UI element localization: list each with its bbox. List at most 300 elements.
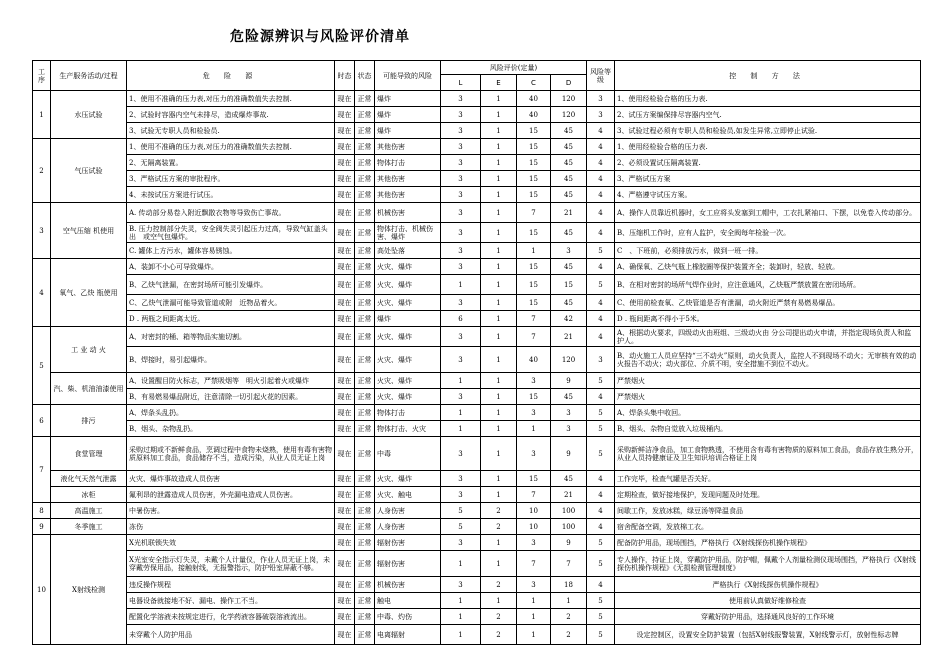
l-value-cell: 3 <box>441 437 481 471</box>
header-evaluation: 风险评价(定量) <box>441 61 587 75</box>
risk-cell: 其他伤害 <box>375 187 441 203</box>
d-value-cell: 2 <box>551 609 587 625</box>
hazard-cell: B. 压力控制部分失灵，安全阀失灵引起压力过高，导致气缸盖头出 或空气包爆炸。 <box>127 223 335 243</box>
tense-cell: 现在 <box>335 155 355 171</box>
hazard-cell: 氟利昂的泄露造成人员伤害，外壳漏电造成人员伤害。 <box>127 487 335 503</box>
d-value-cell: 45 <box>551 171 587 187</box>
c-value-cell: 15 <box>517 259 551 275</box>
c-value-cell: 40 <box>517 107 551 123</box>
e-value-cell: 1 <box>481 187 517 203</box>
hazard-cell: B、焊接时，易引起爆炸。 <box>127 347 335 373</box>
level-cell: 4 <box>587 487 615 503</box>
risk-cell: 机械伤害 <box>375 577 441 593</box>
state-cell: 正常 <box>355 373 375 389</box>
c-value-cell: 15 <box>517 471 551 487</box>
hazard-cell: B、有易燃易爆品附近，注意清除一切引起火花的因素。 <box>127 389 335 405</box>
activity-cell: X射线检测 <box>51 535 127 645</box>
c-value-cell: 40 <box>517 91 551 107</box>
c-value-cell: 1 <box>517 625 551 645</box>
tense-cell: 现在 <box>335 437 355 471</box>
c-value-cell: 15 <box>517 389 551 405</box>
level-cell: 3 <box>587 107 615 123</box>
control-cell: 1、使用经检验合格的压力表. <box>615 139 921 155</box>
l-value-cell: 3 <box>441 487 481 503</box>
risk-cell: 中毒、灼伤 <box>375 609 441 625</box>
seq-cell: 6 <box>33 405 51 437</box>
hazard-cell: D . 两瓶之间距离太近。 <box>127 311 335 327</box>
e-value-cell: 2 <box>481 577 517 593</box>
c-value-cell: 15 <box>517 171 551 187</box>
tense-cell: 现在 <box>335 171 355 187</box>
l-value-cell: 3 <box>441 471 481 487</box>
control-cell: 间歇工作，发放冰糕，绿豆汤等降温食品 <box>615 503 921 519</box>
risk-cell: 高处坠落 <box>375 243 441 259</box>
hazard-cell: A、焊条头乱扔。 <box>127 405 335 421</box>
d-value-cell: 21 <box>551 203 587 223</box>
state-cell: 正常 <box>355 609 375 625</box>
hazard-cell: C. 罐体上方污水，罐体容易锈蚀。 <box>127 243 335 259</box>
hazard-cell: 中暑伤害。 <box>127 503 335 519</box>
state-cell: 正常 <box>355 223 375 243</box>
risk-cell: 辐射伤害 <box>375 535 441 551</box>
seq-cell: 7 <box>33 437 51 503</box>
seq-cell: 2 <box>33 139 51 203</box>
level-cell: 4 <box>587 187 615 203</box>
level-cell: 5 <box>587 593 615 609</box>
control-cell: 4、严格遵守试压方案。 <box>615 187 921 203</box>
activity-cell: 空气压缩 机使用 <box>51 203 127 259</box>
control-cell: 穿戴好防护用品，选择通风良好的工作环境 <box>615 609 921 625</box>
c-value-cell: 7 <box>517 551 551 577</box>
state-cell: 正常 <box>355 311 375 327</box>
table-row <box>33 535 921 551</box>
header-D: D <box>551 75 587 91</box>
table-row <box>33 187 921 203</box>
table-row <box>33 243 921 259</box>
l-value-cell: 3 <box>441 223 481 243</box>
l-value-cell: 1 <box>441 405 481 421</box>
level-cell: 5 <box>587 437 615 471</box>
table-row <box>33 155 921 171</box>
l-value-cell: 3 <box>441 535 481 551</box>
table-row <box>33 625 921 645</box>
e-value-cell: 2 <box>481 503 517 519</box>
tense-cell: 现在 <box>335 259 355 275</box>
state-cell: 正常 <box>355 275 375 295</box>
e-value-cell: 1 <box>481 347 517 373</box>
control-cell: 严禁烟火 <box>615 373 921 389</box>
table-row <box>33 223 921 243</box>
e-value-cell: 1 <box>481 487 517 503</box>
e-value-cell: 1 <box>481 405 517 421</box>
l-value-cell: 5 <box>441 519 481 535</box>
d-value-cell: 9 <box>551 373 587 389</box>
tense-cell: 现在 <box>335 223 355 243</box>
risk-cell: 爆炸 <box>375 91 441 107</box>
e-value-cell: 1 <box>481 373 517 389</box>
c-value-cell: 3 <box>517 373 551 389</box>
table-row <box>33 471 921 487</box>
control-cell: B、在相对密封的场所气焊作业时，应注意通风，乙炔瓶严禁放置在密闭场所。 <box>615 275 921 295</box>
d-value-cell: 45 <box>551 139 587 155</box>
d-value-cell: 1 <box>551 593 587 609</box>
e-value-cell: 1 <box>481 311 517 327</box>
d-value-cell: 9 <box>551 535 587 551</box>
tense-cell: 现在 <box>335 275 355 295</box>
table-row <box>33 327 921 347</box>
control-cell: D . 瓶间距离不得小于5米。 <box>615 311 921 327</box>
e-value-cell: 1 <box>481 437 517 471</box>
e-value-cell: 1 <box>481 243 517 259</box>
hazard-cell: B、烟头、杂物乱扔。 <box>127 421 335 437</box>
state-cell: 正常 <box>355 421 375 437</box>
table-row <box>33 91 921 107</box>
level-cell: 5 <box>587 625 615 645</box>
l-value-cell: 5 <box>441 503 481 519</box>
table-row <box>33 577 921 593</box>
level-cell: 4 <box>587 171 615 187</box>
hazard-cell: C、乙炔气泄漏可能导致管道或附 近物品着火。 <box>127 295 335 311</box>
level-cell: 4 <box>587 223 615 243</box>
l-value-cell: 3 <box>441 203 481 223</box>
level-cell: 5 <box>587 405 615 421</box>
c-value-cell: 1 <box>517 593 551 609</box>
risk-cell: 其他伤害 <box>375 171 441 187</box>
header-tense: 时态 <box>335 61 355 91</box>
hazard-cell: 4、未按试压方案进行试压。 <box>127 187 335 203</box>
control-cell: 配备防护用品，现场围挡，严格执行《X射线探伤机操作规程》 <box>615 535 921 551</box>
state-cell: 正常 <box>355 487 375 503</box>
risk-cell: 爆炸 <box>375 311 441 327</box>
seq-cell: 1 <box>33 91 51 139</box>
table-row <box>33 551 921 577</box>
risk-cell: 机械伤害 <box>375 203 441 223</box>
risk-cell: 触电 <box>375 593 441 609</box>
level-cell: 4 <box>587 389 615 405</box>
state-cell: 正常 <box>355 437 375 471</box>
c-value-cell: 1 <box>517 243 551 259</box>
risk-cell: 火灾、触电 <box>375 487 441 503</box>
tense-cell: 现在 <box>335 311 355 327</box>
hazard-cell: A. 传动部分易卷入附近飘散衣物等导致伤亡事故。 <box>127 203 335 223</box>
hazard-cell: 3、试验无专职人员和检验员. <box>127 123 335 139</box>
e-value-cell: 1 <box>481 91 517 107</box>
hazard-cell: B、乙炔气泄漏，在密封场所可能引发爆炸。 <box>127 275 335 295</box>
control-cell: 采购新鲜洁净食品，加工食物熟透，不使用含有毒有害物质的原料加工食品，食品存放生熟分开，从业人员持健康证及卫生知识培训合格证上岗 <box>615 437 921 471</box>
header-activity: 生产服务活动/过程 <box>51 61 127 91</box>
control-cell: 1、使用经检验合格的压力表. <box>615 91 921 107</box>
header-control: 控 制 方 法 <box>615 61 921 91</box>
risk-cell: 中毒 <box>375 437 441 471</box>
level-cell: 4 <box>587 471 615 487</box>
risk-cell: 物体打击 <box>375 405 441 421</box>
state-cell: 正常 <box>355 107 375 123</box>
table-row <box>33 203 921 223</box>
control-cell: 2、必须设置试压隔离装置. <box>615 155 921 171</box>
risk-cell: 物体打击、火灾 <box>375 421 441 437</box>
d-value-cell: 45 <box>551 471 587 487</box>
state-cell: 正常 <box>355 471 375 487</box>
hazard-cell: 2、无隔离装置。 <box>127 155 335 171</box>
e-value-cell: 1 <box>481 203 517 223</box>
tense-cell: 现在 <box>335 503 355 519</box>
d-value-cell: 120 <box>551 347 587 373</box>
c-value-cell: 3 <box>517 405 551 421</box>
level-cell: 4 <box>587 139 615 155</box>
header-seq: 工序 <box>33 61 51 91</box>
c-value-cell: 7 <box>517 487 551 503</box>
state-cell: 正常 <box>355 171 375 187</box>
state-cell: 正常 <box>355 91 375 107</box>
level-cell: 4 <box>587 259 615 275</box>
d-value-cell: 2 <box>551 625 587 645</box>
control-cell: C 、下班前，必须排放污水，做到一班一排。 <box>615 243 921 259</box>
level-cell: 5 <box>587 275 615 295</box>
e-value-cell: 1 <box>481 223 517 243</box>
tense-cell: 现在 <box>335 389 355 405</box>
level-cell: 4 <box>587 123 615 139</box>
tense-cell: 现在 <box>335 187 355 203</box>
control-cell: 专人操作，持证上岗，穿戴防护用品，防护帽，佩戴个人剂量检测仪现场围挡，严格执行《X射线探伤机操作规程》《无损检测管理制度》 <box>615 551 921 577</box>
tense-cell: 现在 <box>335 327 355 347</box>
table-row <box>33 373 921 389</box>
activity-cell: 冰柜 <box>51 487 127 503</box>
e-value-cell: 1 <box>481 327 517 347</box>
state-cell: 正常 <box>355 551 375 577</box>
tense-cell: 现在 <box>335 471 355 487</box>
l-value-cell: 3 <box>441 107 481 123</box>
table-row <box>33 259 921 275</box>
tense-cell: 现在 <box>335 519 355 535</box>
c-value-cell: 3 <box>517 535 551 551</box>
table-row <box>33 347 921 373</box>
d-value-cell: 120 <box>551 107 587 123</box>
d-value-cell: 21 <box>551 487 587 503</box>
hazard-table <box>32 60 921 645</box>
d-value-cell: 45 <box>551 259 587 275</box>
l-value-cell: 1 <box>441 593 481 609</box>
tense-cell: 现在 <box>335 405 355 421</box>
hazard-cell: 冻伤 <box>127 519 335 535</box>
d-value-cell: 45 <box>551 155 587 171</box>
d-value-cell: 7 <box>551 551 587 577</box>
l-value-cell: 1 <box>441 609 481 625</box>
d-value-cell: 100 <box>551 503 587 519</box>
control-cell: A、确保氧、乙炔气瓶上橡胶圈等保护装置齐全；装卸时，轻放、轻放。 <box>615 259 921 275</box>
l-value-cell: 3 <box>441 187 481 203</box>
header-E: E <box>481 75 517 91</box>
e-value-cell: 1 <box>481 139 517 155</box>
table-row <box>33 295 921 311</box>
e-value-cell: 1 <box>481 275 517 295</box>
hazard-cell: 火灾、爆炸事故造成人员伤害 <box>127 471 335 487</box>
control-cell: 宿舍配备空调，发放棉工衣。 <box>615 519 921 535</box>
risk-cell: 火灾、爆炸 <box>375 327 441 347</box>
seq-cell: 3 <box>33 203 51 259</box>
risk-cell: 火灾、爆炸 <box>375 389 441 405</box>
hazard-cell: 未穿戴个人防护用品 <box>127 625 335 645</box>
state-cell: 正常 <box>355 593 375 609</box>
l-value-cell: 1 <box>441 625 481 645</box>
table-row <box>33 503 921 519</box>
control-cell: A、操作人员靠近机器时，女工应将头发塞到工帽中，工衣扎紧袖口、下摆，以免卷入传动部分。 <box>615 203 921 223</box>
c-value-cell: 15 <box>517 295 551 311</box>
e-value-cell: 1 <box>481 123 517 139</box>
hazard-cell: 违反操作规程 <box>127 577 335 593</box>
d-value-cell: 45 <box>551 123 587 139</box>
control-cell: 定期检查，做好接地保护，发现问题及时处理。 <box>615 487 921 503</box>
seq-cell: 4 <box>33 259 51 327</box>
level-cell: 5 <box>587 373 615 389</box>
table-row <box>33 421 921 437</box>
d-value-cell: 45 <box>551 223 587 243</box>
e-value-cell: 2 <box>481 609 517 625</box>
control-cell: A、根据动火要求，四级动火由班组、三级动火由 分公司提出动火申请，并指定现场负责人和监护人。 <box>615 327 921 347</box>
e-value-cell: 2 <box>481 625 517 645</box>
activity-cell: 氧气、乙炔 瓶使用 <box>51 259 127 327</box>
risk-cell: 物体打击 <box>375 155 441 171</box>
tense-cell: 现在 <box>335 551 355 577</box>
tense-cell: 现在 <box>335 347 355 373</box>
risk-cell: 物体打击、机械伤害、爆炸 <box>375 223 441 243</box>
c-value-cell: 3 <box>517 577 551 593</box>
activity-cell: 水压试验 <box>51 91 127 139</box>
state-cell: 正常 <box>355 123 375 139</box>
e-value-cell: 1 <box>481 155 517 171</box>
state-cell: 正常 <box>355 389 375 405</box>
risk-cell: 其他伤害 <box>375 139 441 155</box>
activity-cell: 冬季施工 <box>51 519 127 535</box>
l-value-cell: 3 <box>441 347 481 373</box>
hazard-cell: 1、使用不准确的压力表,对压力的准确数值失去控制. <box>127 139 335 155</box>
d-value-cell: 45 <box>551 295 587 311</box>
hazard-cell: A、对密封的桶、箱等物品实施切割。 <box>127 327 335 347</box>
l-value-cell: 3 <box>441 139 481 155</box>
risk-cell: 辐射伤害 <box>375 551 441 577</box>
tense-cell: 现在 <box>335 243 355 259</box>
level-cell: 4 <box>587 503 615 519</box>
activity-cell: 食堂管理 <box>51 437 127 471</box>
table-row <box>33 171 921 187</box>
seq-cell: 8 <box>33 503 51 519</box>
activity-cell: 气压试验 <box>51 139 127 203</box>
c-value-cell: 3 <box>517 437 551 471</box>
table-row <box>33 107 921 123</box>
l-value-cell: 3 <box>441 389 481 405</box>
l-value-cell: 3 <box>441 327 481 347</box>
risk-cell: 火灾、爆炸 <box>375 295 441 311</box>
level-cell: 5 <box>587 609 615 625</box>
table-row <box>33 487 921 503</box>
control-cell: B、压缩机工作时，应有人监护，安全阀每年检验一次。 <box>615 223 921 243</box>
e-value-cell: 1 <box>481 421 517 437</box>
control-cell: 2、试压方案编保排尽容器内空气. <box>615 107 921 123</box>
state-cell: 正常 <box>355 405 375 421</box>
table-row <box>33 389 921 405</box>
c-value-cell: 15 <box>517 155 551 171</box>
e-value-cell: 1 <box>481 107 517 123</box>
tense-cell: 现在 <box>335 107 355 123</box>
state-cell: 正常 <box>355 155 375 171</box>
tense-cell: 现在 <box>335 421 355 437</box>
l-value-cell: 3 <box>441 171 481 187</box>
e-value-cell: 2 <box>481 519 517 535</box>
level-cell: 4 <box>587 327 615 347</box>
tense-cell: 现在 <box>335 139 355 155</box>
l-value-cell: 3 <box>441 243 481 259</box>
risk-cell: 火灾、爆炸 <box>375 471 441 487</box>
c-value-cell: 15 <box>517 123 551 139</box>
l-value-cell: 3 <box>441 155 481 171</box>
table-row <box>33 405 921 421</box>
level-cell: 4 <box>587 311 615 327</box>
table-row <box>33 139 921 155</box>
control-cell: A、焊条头集中收回。 <box>615 405 921 421</box>
d-value-cell: 9 <box>551 437 587 471</box>
activity-cell: 汽、柴、机油油漆使用 <box>51 373 127 405</box>
risk-cell: 火灾、爆炸 <box>375 275 441 295</box>
l-value-cell: 3 <box>441 259 481 275</box>
table-row <box>33 593 921 609</box>
l-value-cell: 1 <box>441 373 481 389</box>
risk-cell: 火灾、爆炸 <box>375 347 441 373</box>
c-value-cell: 10 <box>517 503 551 519</box>
d-value-cell: 3 <box>551 405 587 421</box>
header-risk: 可能导致的风险 <box>375 61 441 91</box>
c-value-cell: 1 <box>517 609 551 625</box>
table-row <box>33 609 921 625</box>
header-level: 风险等级 <box>587 61 615 91</box>
tense-cell: 现在 <box>335 295 355 311</box>
l-value-cell: 3 <box>441 91 481 107</box>
d-value-cell: 3 <box>551 421 587 437</box>
tense-cell: 现在 <box>335 373 355 389</box>
tense-cell: 现在 <box>335 91 355 107</box>
header-hazard: 危 险 源 <box>127 61 335 91</box>
state-cell: 正常 <box>355 519 375 535</box>
seq-cell: 9 <box>33 519 51 535</box>
c-value-cell: 40 <box>517 347 551 373</box>
tense-cell: 现在 <box>335 593 355 609</box>
d-value-cell: 3 <box>551 243 587 259</box>
table-row <box>33 311 921 327</box>
state-cell: 正常 <box>355 203 375 223</box>
level-cell: 3 <box>587 91 615 107</box>
hazard-cell: X光机联锁失效 <box>127 535 335 551</box>
control-cell: 3、严格试压方案 <box>615 171 921 187</box>
state-cell: 正常 <box>355 503 375 519</box>
level-cell: 4 <box>587 155 615 171</box>
level-cell: 4 <box>587 203 615 223</box>
e-value-cell: 1 <box>481 389 517 405</box>
state-cell: 正常 <box>355 535 375 551</box>
d-value-cell: 42 <box>551 311 587 327</box>
control-cell: 严禁烟火 <box>615 389 921 405</box>
seq-cell: 5 <box>33 327 51 405</box>
header-C: C <box>517 75 551 91</box>
level-cell: 5 <box>587 535 615 551</box>
risk-cell: 人身伤害 <box>375 503 441 519</box>
hazard-cell: 配置化学溶液未按规定进行，化学药液容器破裂溶液流出。 <box>127 609 335 625</box>
activity-cell: 工 业 动 火 <box>51 327 127 373</box>
state-cell: 正常 <box>355 295 375 311</box>
c-value-cell: 15 <box>517 275 551 295</box>
hazard-cell: 3、严格试压方案的审批程序。 <box>127 171 335 187</box>
hazard-cell: 电器设备就接地不好、漏电、操作工不当。 <box>127 593 335 609</box>
d-value-cell: 45 <box>551 187 587 203</box>
state-cell: 正常 <box>355 577 375 593</box>
control-cell: 3、试验过程必须有专职人员和检验员,如发生异常,立即停止试验. <box>615 123 921 139</box>
